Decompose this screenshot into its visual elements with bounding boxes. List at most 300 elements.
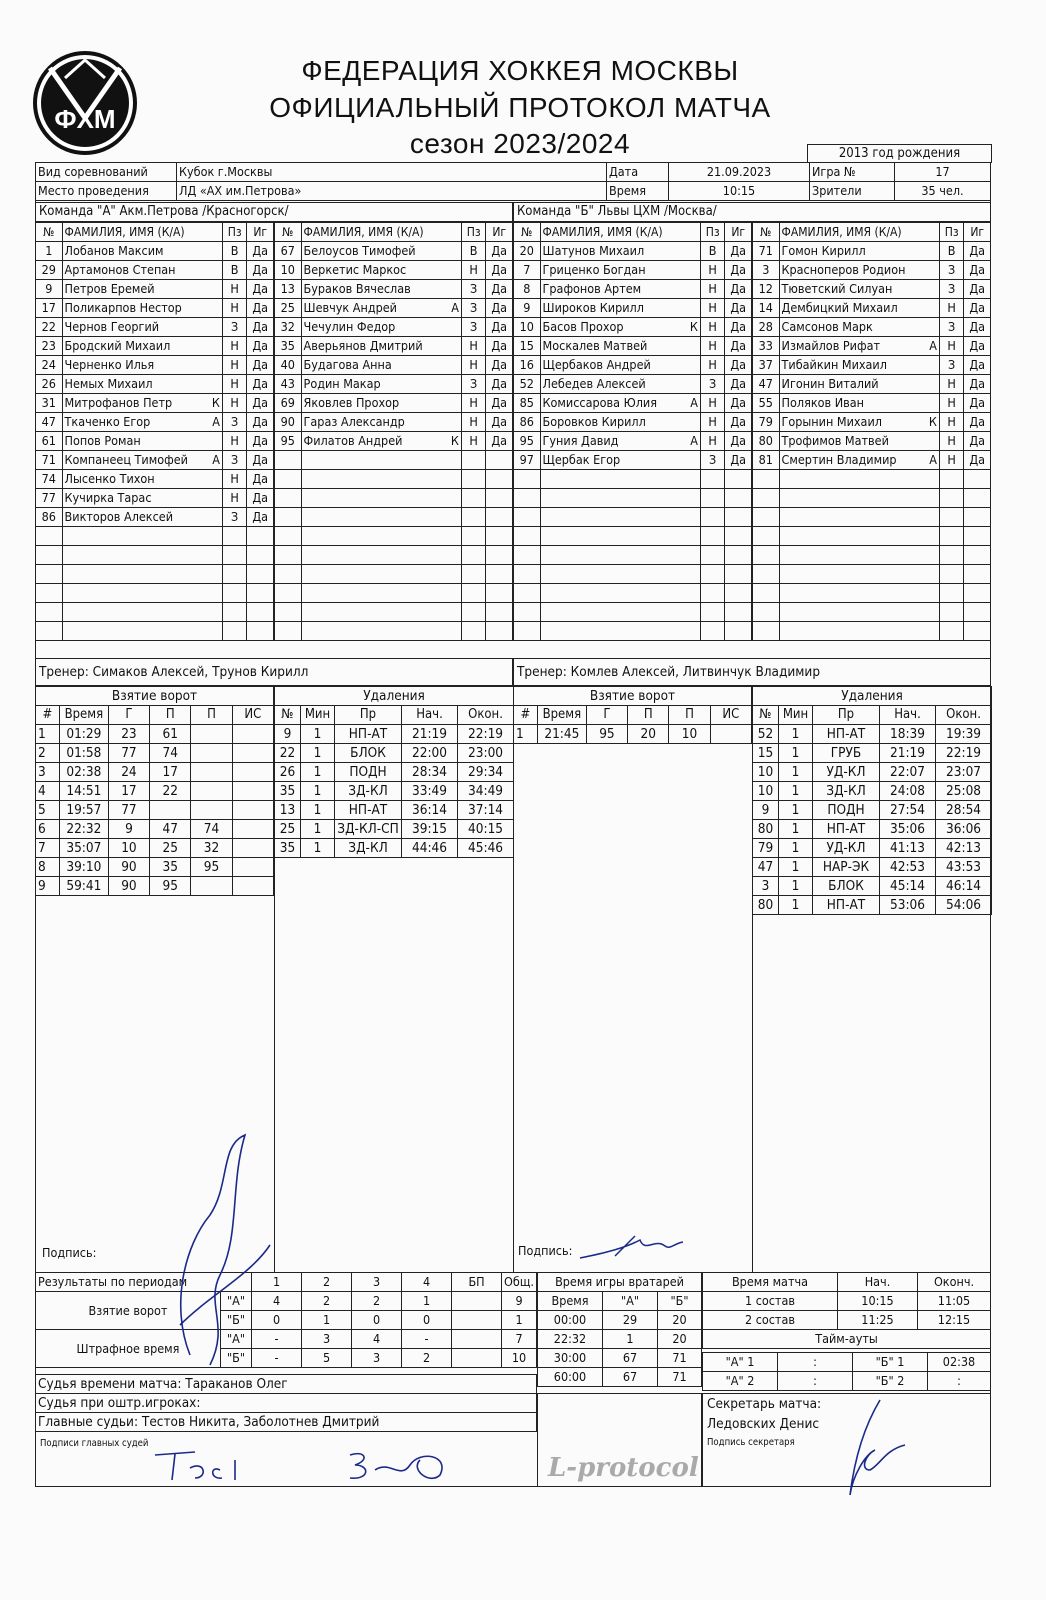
player-num: 90 (275, 413, 302, 432)
empty-cell (936, 933, 992, 951)
penalties-title: Удаления (753, 687, 992, 706)
empty-cell (537, 1032, 586, 1050)
empty-cell (191, 986, 232, 1004)
empty-cell (813, 1203, 880, 1221)
roster-row (36, 280, 274, 299)
event-cell: 26 (275, 763, 301, 782)
empty-cell (458, 1200, 514, 1218)
empty-cell (461, 584, 486, 603)
empty-cell (59, 932, 108, 950)
event-cell: 19:57 (59, 801, 108, 820)
empty-cell (275, 930, 301, 948)
empty-cell (537, 1068, 586, 1086)
empty-cell (36, 546, 63, 565)
competition-value: Кубок г.Москвы (177, 163, 607, 182)
empty-cell (936, 951, 992, 969)
empty-cell (880, 1185, 936, 1203)
empty-cell (537, 834, 586, 852)
player-pos: З (939, 356, 964, 375)
empty-cell (301, 1200, 335, 1218)
empty-cell (628, 960, 669, 978)
empty-cell (753, 1131, 779, 1149)
empty-cell (150, 950, 191, 968)
event-row (514, 942, 752, 960)
event-row (275, 763, 514, 782)
roster-column (513, 222, 752, 641)
event-cell (232, 744, 273, 763)
empty-cell (628, 744, 669, 763)
event-row (753, 1113, 992, 1131)
empty-cell (232, 1004, 273, 1022)
player-name: Чечулин Федор (303, 319, 396, 334)
event-row (36, 896, 274, 915)
empty-cell (540, 546, 700, 565)
empty-cell (59, 1076, 108, 1094)
player-captain-mark: А (212, 414, 220, 429)
roster-row (275, 299, 513, 318)
roster-header-played: Иг (247, 223, 274, 242)
player-name: Яковлев Прохор (303, 395, 400, 410)
empty-cell (461, 489, 486, 508)
empty-cell (301, 1038, 335, 1056)
empty-cell (779, 470, 939, 489)
empty-cell (779, 915, 813, 934)
empty-cell (628, 996, 669, 1014)
player-num: 81 (753, 451, 780, 470)
roster-row (753, 508, 991, 527)
event-cell: 80 (753, 896, 779, 915)
empty-cell (710, 852, 751, 870)
event-cell (710, 725, 751, 744)
empty-cell (191, 1076, 232, 1094)
event-cell: 35 (275, 839, 301, 858)
roster-row (514, 394, 752, 413)
empty-cell (537, 996, 586, 1014)
empty-cell (458, 1056, 514, 1074)
player-pos: Н (461, 261, 486, 280)
results-team-b: "Б" (221, 1349, 252, 1368)
empty-cell (710, 942, 751, 960)
empty-cell (247, 527, 274, 546)
event-row (753, 951, 992, 969)
empty-cell (486, 603, 513, 622)
event-cell: 9 (275, 725, 301, 744)
event-cell: 45:46 (458, 839, 514, 858)
empty-cell (335, 1092, 402, 1110)
empty-cell (586, 978, 627, 996)
player-pos: Н (222, 375, 247, 394)
player-played: Да (247, 489, 274, 508)
team-b-signature (575, 1228, 685, 1268)
event-cell: 34:49 (458, 782, 514, 801)
event-cell: БЛОК (335, 744, 402, 763)
player-played: Да (247, 432, 274, 451)
empty-cell (335, 1146, 402, 1164)
player-played: Да (486, 280, 513, 299)
player-name: Тибайкин Михаил (781, 357, 887, 372)
player-pos: Н (939, 432, 964, 451)
event-cell: 42:53 (880, 858, 936, 877)
empty-cell (402, 894, 458, 912)
player-played: Да (247, 375, 274, 394)
empty-cell (753, 1059, 779, 1077)
player-pos: Н (222, 394, 247, 413)
event-row (514, 996, 752, 1014)
empty-cell (880, 969, 936, 987)
empty-cell (275, 470, 302, 489)
empty-cell (628, 1068, 669, 1086)
timeout-cell: : (778, 1353, 853, 1372)
roster-row (514, 356, 752, 375)
event-cell: 37:14 (458, 801, 514, 820)
player-name-cell (779, 242, 939, 261)
player-pos: Н (700, 299, 725, 318)
player-num: 26 (36, 375, 63, 394)
player-pos: В (461, 242, 486, 261)
roster-row (753, 318, 991, 337)
goals-b-p1: 0 (252, 1311, 302, 1330)
results-goals-label: Взятие ворот (36, 1292, 221, 1330)
player-played: Да (964, 337, 991, 356)
event-cell: 1 (779, 782, 813, 801)
event-col-header: П (150, 706, 191, 725)
empty-cell (710, 1158, 751, 1176)
player-pos: Н (700, 337, 725, 356)
player-name: Лебедев Алексей (542, 376, 646, 391)
event-cell (232, 858, 273, 877)
event-row (753, 1077, 992, 1095)
goals-a-p1: 4 (252, 1292, 302, 1311)
empty-cell (62, 527, 222, 546)
empty-cell (335, 984, 402, 1002)
goalie-cell: 00:00 (538, 1311, 603, 1330)
event-cell: НП-АТ (813, 820, 880, 839)
roster-header-name: ФАМИЛИЯ, ИМЯ (К/А) (540, 223, 700, 242)
empty-cell (62, 565, 222, 584)
empty-cell (586, 852, 627, 870)
team-a-title: Команда "А" Акм.Петрова /Красногорск/ (35, 202, 513, 222)
empty-cell (335, 1056, 402, 1074)
roster-row (275, 451, 513, 470)
event-row (753, 915, 992, 934)
goals-a-ot (452, 1292, 502, 1311)
empty-cell (964, 622, 991, 641)
venue-value: ЛД «АХ им.Петрова» (177, 182, 607, 201)
empty-cell (222, 565, 247, 584)
player-name: Шатунов Михаил (542, 243, 645, 258)
roster-row (753, 470, 991, 489)
team-a-signature (150, 1125, 280, 1385)
goalie-cell: 22:32 (538, 1330, 603, 1349)
empty-cell (628, 1086, 669, 1104)
roster-row (753, 451, 991, 470)
roster-row (514, 280, 752, 299)
empty-cell (964, 527, 991, 546)
empty-cell (779, 1131, 813, 1149)
goals-title: Взятие ворот (36, 687, 274, 706)
event-cell: НП-АТ (335, 801, 402, 820)
roster-header-played: Иг (725, 223, 752, 242)
player-name: Шевчук Андрей (303, 300, 397, 315)
team-b-signature-label: Подпись: (518, 1243, 573, 1258)
player-pos: Н (939, 413, 964, 432)
empty-cell (880, 1131, 936, 1149)
empty-cell (36, 896, 60, 915)
empty-cell (586, 1050, 627, 1068)
title-federation: ФЕДЕРАЦИЯ ХОККЕЯ МОСКВЫ (301, 55, 739, 86)
event-cell: НП-АТ (335, 725, 402, 744)
player-name: Комиссарова Юлия (542, 395, 657, 410)
empty-cell (108, 1058, 149, 1076)
empty-cell (232, 896, 273, 915)
empty-cell (700, 470, 725, 489)
empty-cell (753, 622, 780, 641)
empty-cell (779, 584, 939, 603)
player-num: 14 (753, 299, 780, 318)
empty-cell (247, 603, 274, 622)
empty-cell (537, 960, 586, 978)
empty-cell (753, 584, 780, 603)
empty-cell (586, 816, 627, 834)
empty-cell (514, 852, 538, 870)
empty-cell (275, 508, 302, 527)
empty-cell (402, 984, 458, 1002)
player-pos: Н (222, 470, 247, 489)
player-num: 12 (753, 280, 780, 299)
empty-cell (537, 1014, 586, 1032)
player-num: 71 (36, 451, 63, 470)
player-played: Да (486, 261, 513, 280)
empty-cell (669, 816, 710, 834)
player-name: Компанеец Тимофей (64, 452, 188, 467)
empty-cell (108, 1076, 149, 1094)
empty-cell (335, 1110, 402, 1128)
empty-cell (275, 622, 302, 641)
empty-cell (458, 1146, 514, 1164)
empty-cell (222, 584, 247, 603)
pim-b-p4: 2 (402, 1349, 452, 1368)
empty-cell (586, 798, 627, 816)
match-time-cell: 11:25 (838, 1311, 918, 1330)
empty-cell (537, 942, 586, 960)
results-title: Результаты по периодам (36, 1273, 252, 1292)
empty-cell (514, 584, 541, 603)
player-num: 47 (36, 413, 63, 432)
event-row (275, 984, 514, 1002)
time-value: 10:15 (669, 182, 810, 201)
goals-a-p2: 2 (302, 1292, 352, 1311)
pim-a-p1: - (252, 1330, 302, 1349)
empty-cell (275, 858, 301, 877)
roster-row (275, 337, 513, 356)
empty-cell (150, 968, 191, 986)
empty-cell (301, 858, 335, 877)
game-value: 17 (895, 163, 991, 182)
empty-cell (301, 966, 335, 984)
empty-cell (59, 968, 108, 986)
empty-cell (62, 622, 222, 641)
player-pos: Н (461, 413, 486, 432)
player-name-cell (540, 280, 700, 299)
empty-cell (59, 1202, 108, 1220)
player-num: 85 (514, 394, 541, 413)
empty-cell (880, 1023, 936, 1041)
empty-cell (813, 1095, 880, 1113)
empty-cell (402, 1110, 458, 1128)
player-pos: В (222, 261, 247, 280)
player-pos: З (700, 375, 725, 394)
player-played: Да (964, 356, 991, 375)
event-row (753, 877, 992, 896)
roster-row (36, 394, 274, 413)
empty-cell (725, 603, 752, 622)
empty-cell (402, 858, 458, 877)
player-pos: Н (939, 394, 964, 413)
main-referees: Главные судьи: Тестов Никита, Заболотнев Дмитрий (36, 1413, 537, 1432)
event-row (514, 852, 752, 870)
empty-cell (753, 565, 780, 584)
event-col-header: ИС (710, 706, 751, 725)
empty-cell (232, 1022, 273, 1040)
timeout-cell: "А" 1 (703, 1353, 778, 1372)
roster-row (514, 261, 752, 280)
event-row (514, 1194, 752, 1212)
empty-cell (586, 1014, 627, 1032)
event-row (36, 1004, 274, 1022)
player-name-cell (301, 394, 461, 413)
player-name: Петров Еремей (64, 281, 155, 296)
event-cell: ЗД-КЛ-СП (335, 820, 402, 839)
empty-cell (710, 1014, 751, 1032)
roster-row (275, 375, 513, 394)
empty-cell (458, 876, 514, 894)
empty-cell (461, 451, 486, 470)
player-num: 32 (275, 318, 302, 337)
birth-year: 2013 год рождения (807, 144, 992, 163)
empty-cell (150, 1040, 191, 1058)
roster-header-pos: Пз (700, 223, 725, 242)
event-row (275, 1110, 514, 1128)
event-cell: 1 (779, 820, 813, 839)
empty-cell (458, 966, 514, 984)
event-row (753, 1041, 992, 1059)
event-col-header: № (275, 706, 301, 725)
event-row (514, 834, 752, 852)
empty-cell (301, 876, 335, 894)
empty-cell (779, 1167, 813, 1185)
empty-cell (753, 1203, 779, 1221)
empty-cell (669, 960, 710, 978)
player-played: Да (725, 375, 752, 394)
event-cell: 35:06 (880, 820, 936, 839)
event-row (753, 896, 992, 915)
player-played: Да (725, 261, 752, 280)
empty-cell (813, 1149, 880, 1167)
goalie-cell: 30:00 (538, 1349, 603, 1368)
player-pos: З (939, 261, 964, 280)
event-cell (191, 744, 232, 763)
event-cell (232, 782, 273, 801)
event-col-header: П (669, 706, 710, 725)
event-cell: 90 (108, 858, 149, 877)
empty-cell (150, 1094, 191, 1112)
empty-cell (813, 1059, 880, 1077)
event-row (514, 1050, 752, 1068)
player-num: 52 (514, 375, 541, 394)
empty-cell (710, 960, 751, 978)
empty-cell (725, 489, 752, 508)
event-col-header: Мин (779, 706, 813, 725)
empty-cell (108, 1166, 149, 1184)
roster-row (753, 299, 991, 318)
event-row (514, 1104, 752, 1122)
empty-cell (275, 1074, 301, 1092)
empty-cell (710, 978, 751, 996)
empty-cell (301, 1110, 335, 1128)
event-cell: 3 (753, 877, 779, 896)
player-name-cell (62, 337, 222, 356)
player-num: 97 (514, 451, 541, 470)
event-row (514, 1158, 752, 1176)
empty-cell (150, 1058, 191, 1076)
player-num: 23 (36, 337, 63, 356)
player-num: 37 (753, 356, 780, 375)
empty-cell (514, 1050, 538, 1068)
player-captain-mark: А (690, 395, 698, 410)
player-name-cell (540, 261, 700, 280)
roster-row (514, 432, 752, 451)
empty-cell (779, 1005, 813, 1023)
roster-row (36, 565, 274, 584)
event-row (275, 839, 514, 858)
event-row (514, 780, 752, 798)
player-num: 9 (514, 299, 541, 318)
event-row (753, 1203, 992, 1221)
event-cell: 24:08 (880, 782, 936, 801)
empty-cell (779, 1059, 813, 1077)
empty-cell (36, 622, 63, 641)
player-name: Чернов Георгий (64, 319, 160, 334)
event-cell (232, 763, 273, 782)
event-row (36, 1040, 274, 1058)
empty-cell (628, 924, 669, 942)
player-name-cell (540, 394, 700, 413)
empty-cell (880, 933, 936, 951)
empty-cell (36, 950, 60, 968)
player-played: Да (486, 432, 513, 451)
empty-cell (710, 1122, 751, 1140)
event-cell: 1 (301, 725, 335, 744)
empty-cell (628, 834, 669, 852)
empty-cell (880, 1005, 936, 1023)
empty-cell (514, 1068, 538, 1086)
empty-cell (779, 546, 939, 565)
event-cell: НП-АТ (813, 725, 880, 744)
empty-cell (753, 951, 779, 969)
period-2: 2 (302, 1273, 352, 1292)
player-played: Да (247, 508, 274, 527)
player-name: Широков Кирилл (542, 300, 644, 315)
empty-cell (710, 780, 751, 798)
event-row (514, 870, 752, 888)
event-cell: 14:51 (59, 782, 108, 801)
empty-cell (936, 1167, 992, 1185)
empty-cell (335, 1038, 402, 1056)
results-team-a: "А" (221, 1330, 252, 1349)
event-row (753, 801, 992, 820)
event-cell: 1 (779, 744, 813, 763)
empty-cell (275, 1020, 301, 1038)
